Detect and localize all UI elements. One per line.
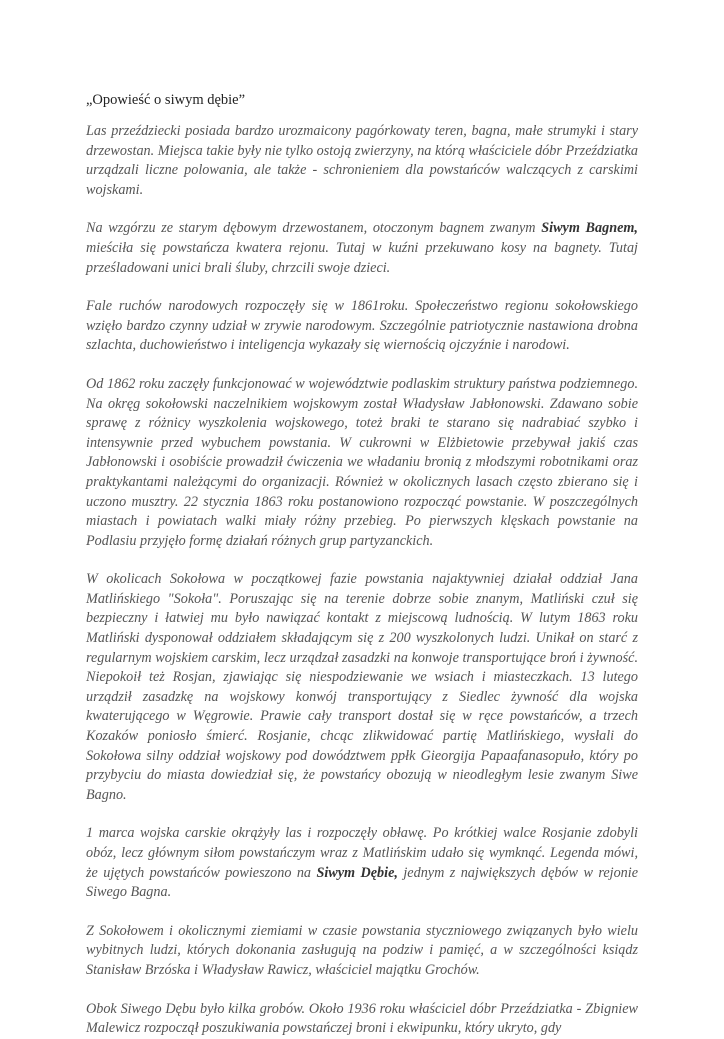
paragraph-6-bold-siwy-dab: Siwym Dębie, (316, 864, 398, 881)
paragraph-7: Z Sokołowem i okolicznymi ziemiami w czasie powstania styczniowego związanych było wielu wybitnych ludzi, których dokonania zasługują na podziw i pamięć, a w szczególności ksiądz Stanisław Brzóska i Władysław Rawicz, właściciel majątku Grochów. (86, 922, 638, 978)
paragraph-6-text-end: jednym z największych dębów w rejonie Siwego Bagna. (86, 864, 638, 901)
paragraph-6 (86, 824, 638, 902)
paragraph-2-text-start: Na wzgórzu ze starym dębowym drzewostanem, otoczonym bagnem zwanym (86, 220, 542, 237)
paragraph-1: Las przeździecki posiada bardzo urozmaicony pagórkowaty teren, bagna, małe strumyki i stary drzewostan. Miejsca takie były nie tylko ostoją zwierzyny, na którą właściciele dóbr Przeździatka urządzali liczne polowania, ale także - schronieniem dla powstańców walczących z carskimi wojskami. (86, 123, 638, 198)
paragraph-3: Fale ruchów narodowych rozpoczęły się w 1861roku. Społeczeństwo regionu sokołowskiego wzięło bardzo czynny udział w zrywie narodowym. Szczególnie patriotycznie nastawiona drobna szlachta, duchowieństwo i inteligencja wykazały się wiernością ojczyźnie i narodowi. (86, 298, 638, 354)
paragraph-4: Od 1862 roku zaczęły funkcjonować w województwie podlaskim struktury państwa podziemnego. Na okręg sokołowski naczelnikiem wojskowym został Władysław Jabłonowski. Zdawano sobie sprawę z różnicy wyszkolenia wojskowego, toteż braki te starano się nadrabiać szybko i intensywnie przed wybuchem powstania. W cukrowni w Elżbietowie przebywał jakiś czas Jabłonowski i osobiście prowadził ćwiczenia we władaniu bronią z młodszymi robotnikami oraz praktykantami należącymi do organizacji. Również w okolicznych lasach często zbierano się i uczono musztry. 22 stycznia 1863 roku postanowiono rozpocząć powstanie. W poszczególnych miastach i powiatach walki miały różny przebieg. Po pierwszych klęskach powstanie na Podlasiu przyjęło formę działań różnych grup partyzanckich. (86, 375, 638, 549)
paragraph-2-text-end: mieściła się powstańcza kwatera rejonu. Tutaj w kuźni przekuwano kosy na bagnety. Tutaj prześladowani unici brali śluby, chrzcili swoje dzieci. (86, 239, 638, 276)
paragraph-2-bold-siwe-bagno: Siwym Bagnem, (541, 220, 638, 237)
paragraph-8: Obok Siwego Dębu było kilka grobów. Około 1936 roku właściciel dóbr Przeździatka - Zbigniew Malewicz rozpoczął poszukiwania powstańczej broni i ekwipunku, który ukryto, gdy (86, 1000, 638, 1037)
paragraph-6-text-start: 1 marca wojska carskie okrążyły las i rozpoczęły obławę. Po krótkiej walce Rosjanie zdobyli obóz, lecz głównym siłom powstańczym wraz z Matlińskim udało się wymknąć. Legenda mówi, że ujętych powstańców powieszono na (86, 825, 638, 881)
document-title: „Opowieść o siwym dębie” (86, 92, 246, 108)
paragraph-5: W okolicach Sokołowa w początkowej fazie powstania najaktywniej działał oddział Jana Matlińskiego "Sokoła". Poruszając się na terenie dobrze sobie znanym, Matliński czuł się bezpieczny i łatwiej mu było nawiązać kontakt z miejscową ludnością. W lutym 1863 roku Matliński dysponował oddziałem składającym się z 200 wyszkolonych ludzi. Unikał on starć z regularnym wojskiem carskim, lecz urządzał zasadzki na konwoje transportujące broń i żywność. Niepokoił też Rosjan, zjawiając się niespodziewanie we wsiach i miasteczkach. 13 lutego urządził zasadzkę na wojskowy konwój transportujący z Siedlec żywność dla wojska kwaterującego w Węgrowie. Prawie cały transport dostał się w ręce powstańców, a trzech Kozaków poniosło śmierć. Rosjanie, chcąc zlikwidować partię Matlińskiego, wysłali do Sokołowa silny oddział wojskowy pod dowództwem ppłk Gieorgija Papaafanasopuło, który po przybyciu do miasta dowiedział się, że powstańcy obozują w nieodległym lesie zwanym Siwe Bagno. (86, 571, 638, 803)
paragraph-2 (86, 219, 638, 278)
